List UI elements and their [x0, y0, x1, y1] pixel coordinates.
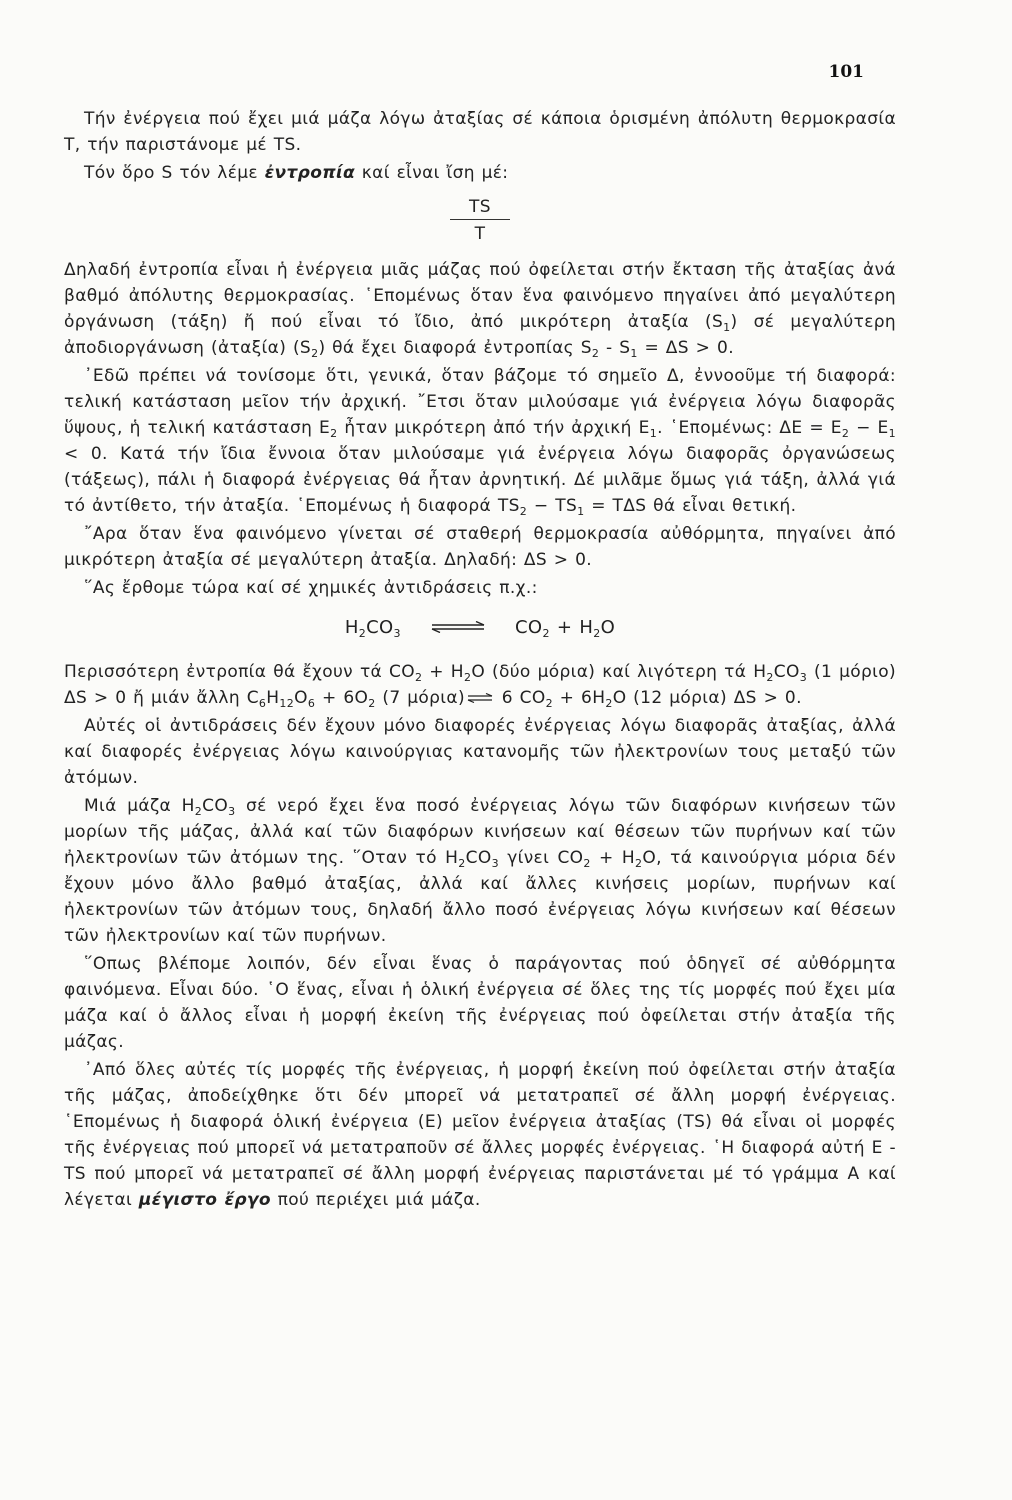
- equilibrium-arrow-icon: [467, 685, 493, 711]
- fraction-numerator: TS: [450, 196, 510, 220]
- subscript: 1: [888, 427, 897, 440]
- fraction-denominator: T: [474, 224, 486, 244]
- text: καί εἶναι ἴση μέ:: [361, 163, 509, 183]
- text: 6 CO: [494, 688, 546, 708]
- text: ῞Ας ἔρθομε τώρα καί σέ χημικές ἀντιδράσεις π.χ.:: [84, 578, 538, 598]
- text: Τήν ἐνέργεια πού ἔχει μιά μάζα λόγω ἀταξίας σέ κάποια ὁρισμένη ἀπόλυτη θερμοκρασία Τ, τήν παριστάνομε μέ TS.: [64, 109, 896, 155]
- subscript: 2: [463, 671, 472, 684]
- page-number: 101: [828, 62, 864, 82]
- subscript: 6: [258, 697, 267, 710]
- subscript: 1: [630, 347, 638, 360]
- paragraph-1: [64, 106, 896, 158]
- paragraph-5: [64, 521, 896, 573]
- text: Μιά μάζα H: [84, 796, 195, 816]
- subscript: 2: [605, 697, 613, 710]
- text: ῎Αρα ὅταν ἕνα φαινόμενο γίνεται σέ σταθερή θερμοκρασία αὐθόρμητα, πηγαίνει ἀπό μικρότερη ἀταξία σέ μεγαλύτερη ἀταξία. Δηλαδή: ΔS > 0.: [64, 524, 896, 570]
- subscript: 1: [723, 321, 731, 334]
- subscript: 2: [519, 505, 528, 518]
- term-entropy: ἐντροπία: [264, 163, 356, 183]
- text: O: [294, 688, 308, 708]
- text: < 0. Κατά τήν ἴδια ἔννοια ὅταν μιλούσαμε γιά ἐνέργεια λόγω διαφορᾶς ὀργανώσεως (τάξεως), πάλι ἡ διαφορά ἐνέργειας θά ἦταν ἀρνητική. Δέ μιλᾶμε ὅμως γιά τάξη, ἀλλά γιά τό ἀντίθετο, τήν ἀταξία. ῾Επομένως ἡ διαφορά TS: [64, 444, 896, 516]
- subscript: 2: [358, 627, 367, 640]
- subscript: 1: [577, 505, 585, 518]
- subscript: 2: [542, 627, 550, 640]
- paragraph-10: [64, 951, 896, 1055]
- text: - S: [599, 338, 631, 358]
- term-maximum-work: μέγιστο ἔργο: [138, 1190, 271, 1210]
- text: + H: [422, 662, 464, 682]
- text: − TS: [527, 496, 578, 516]
- subscript: 3: [228, 805, 236, 818]
- text: . ῾Επομένως: ΔE = E: [657, 418, 842, 438]
- text: O (δύο μόρια) καί λιγότερη τά H: [471, 662, 767, 682]
- subscript: 2: [330, 427, 338, 440]
- entropy-fraction: [450, 196, 510, 245]
- subscript: 2: [635, 857, 643, 870]
- text: CO: [515, 617, 543, 638]
- subscript: 12: [279, 697, 295, 710]
- subscript: 3: [491, 857, 499, 870]
- text: + H: [549, 617, 594, 638]
- subscript: 2: [545, 697, 553, 710]
- text: (7 μόρια): [375, 688, 465, 708]
- subscript: 3: [393, 627, 401, 640]
- text: CO: [773, 662, 800, 682]
- subscript: 2: [414, 671, 423, 684]
- text: H: [266, 688, 280, 708]
- text: O (12 μόρια) ΔS > 0.: [612, 688, 802, 708]
- text: Περισσότερη ἐντροπία θά ἔχουν τά CO: [64, 662, 415, 682]
- text: σέ νερό ἔχει ἕνα ποσό ἐνέργειας λόγω τῶν διαφόρων κινήσεων τῶν μορίων τῆς μάζας, ἀλλά καί τῶν διαφόρων κινήσεων καί θέσεων τῶν πυρήνων καί τῶν ἠλεκτρονίων τῶν ἀτόμων της. ῞Οταν τό H: [64, 796, 896, 868]
- text: πού περιέχει μιά μάζα.: [277, 1190, 481, 1210]
- text: − E: [849, 418, 889, 438]
- text: ) σέ μεγαλύτερη ἀποδιοργάνωση (ἀταξία) (S: [64, 312, 897, 358]
- text: O: [600, 617, 616, 638]
- paragraph-8: [64, 713, 896, 791]
- text: Τόν ὅρο S τόν λέμε: [84, 163, 258, 183]
- paragraph-3: [64, 257, 896, 361]
- subscript: 6: [307, 697, 316, 710]
- subscript: 2: [583, 857, 591, 870]
- text: Αὐτές οἱ ἀντιδράσεις δέν ἔχουν μόνο διαφορές ἐνέργειας λόγω διαφορᾶς ἀταξίας, ἀλλά καί διαφορές ἐνέργειας λόγω καινούργιας κατανομῆς τῶν ἠλεκτρονίων τους μεταξύ τῶν ἀτόμων.: [64, 716, 896, 788]
- paragraph-9: [64, 793, 896, 949]
- text: + H: [590, 848, 636, 868]
- subscript: 2: [311, 347, 319, 360]
- text: ᾿Από ὅλες αὐτές τίς μορφές τῆς ἐνέργειας, ἡ μορφή ἐκείνη πού ὀφείλεται στήν ἀταξία τῆς μάζας, ἀποδείχθηκε ὅτι δέν μπορεῖ νά μετατραπεῖ σέ ἄλλη μορφή ἐνέργειας. ῾Επομένως ἡ διαφορά ὁλική ἐνέργεια (E) μεῖον ἐνέργεια ἀταξίας (TS) θά εἶναι οἱ μορφές τῆς ἐνέργειας πού μπορεῖ νά μετατραποῦν σέ ἄλλες μορφές ἐνέργειας. ῾Η διαφορά αὐτή E - TS πού μπορεῖ νά μετατραπεῖ σέ ἄλλη μορφή ἐνέργειας παριστάνεται μέ τό γράμμα A καί λέγεται: [64, 1060, 896, 1210]
- paragraph-2: [64, 160, 896, 186]
- subscript: 2: [591, 347, 600, 360]
- paragraph-4: [64, 363, 896, 519]
- text: ῞Οπως βλέπομε λοιπόν, δέν εἶναι ἕνας ὁ παράγοντας πού ὁδηγεῖ σέ αὐθόρμητα φαινόμενα. Εἶναι δύο. ῾Ο ἕνας, εἶναι ἡ ὁλική ἐνέργεια σέ ὅλες της τίς μορφές πού ἔχει μία μάζα καί ὁ ἄλλος εἶναι ἡ μορφή ἐκείνη τῆς ἐνέργειας πού ὀφείλεται στήν ἀταξία τῆς μάζας.: [64, 954, 896, 1052]
- subscript: 1: [649, 427, 658, 440]
- text: + 6H: [552, 688, 606, 708]
- text: CO: [465, 848, 492, 868]
- subscript: 2: [194, 805, 203, 818]
- text: ᾿Εδῶ πρέπει νά τονίσομε ὅτι, γενικά, ὅταν βάζομε τό σημεῖο Δ, ἐννοοῦμε τή διαφορά: τελική κατάσταση μεῖον τήν ἀρχική. ῎Ετσι ὅταν μιλούσαμε γιά ἐνέργεια λόγω διαφορᾶς ὕψους, ἡ τελική κατάσταση E: [64, 366, 896, 438]
- paragraph-11: [64, 1057, 896, 1213]
- subscript: 2: [766, 671, 774, 684]
- text: γίνει CO: [498, 848, 584, 868]
- text: H: [344, 617, 359, 638]
- text: CO: [202, 796, 229, 816]
- text: CO: [366, 617, 394, 638]
- text: ἦταν μικρότερη ἀπό τήν ἀρχική E: [337, 418, 650, 438]
- subscript: 3: [799, 671, 808, 684]
- text: = TΔS θά εἶναι θετική.: [584, 496, 797, 516]
- page-body: [64, 106, 896, 1215]
- chemical-equation: [64, 615, 896, 641]
- text: (1 μόριο) ΔS > 0 ἤ μιάν ἄλλη C: [64, 662, 896, 708]
- paragraph-6: [64, 575, 896, 601]
- text: ) θά ἔχει διαφορά ἐντροπίας S: [318, 338, 592, 358]
- subscript: 2: [368, 697, 376, 710]
- paragraph-7: [64, 659, 896, 711]
- subscript: 2: [841, 427, 850, 440]
- text: O, τά καινούργια μόρια δέν ἔχουν μόνο ἄλλο βαθμό ἀταξίας, ἀλλά καί ἄλλες κινήσεις μορίων, πυρήνων καί ἠλεκτρονίων τῶν ἀτόμων τους, δηλαδή ἄλλο ποσό ἐνέργειας λόγω κινήσεων καί θέσεων τῶν ἠλεκτρονίων καί τῶν πυρήνων.: [64, 848, 896, 946]
- subscript: 2: [458, 857, 466, 870]
- text: + 6O: [315, 688, 369, 708]
- subscript: 2: [593, 627, 601, 640]
- text: = ΔS > 0.: [637, 338, 734, 358]
- text: Δηλαδή ἐντροπία εἶναι ἡ ἐνέργεια μιᾶς μάζας πού ὀφείλεται στήν ἔκταση τῆς ἀταξίας ἀνά βαθμό ἀπόλυτης θερμοκρασίας. ῾Επομένως ὅταν ἕνα φαινόμενο πηγαίνει ἀπό μεγαλύτερη ὀργάνωση (τάξη) ἤ πού εἶναι τό ἴδιο, ἀπό μικρότερη ἀταξία (S: [64, 260, 896, 332]
- equilibrium-arrow-icon: [430, 615, 486, 641]
